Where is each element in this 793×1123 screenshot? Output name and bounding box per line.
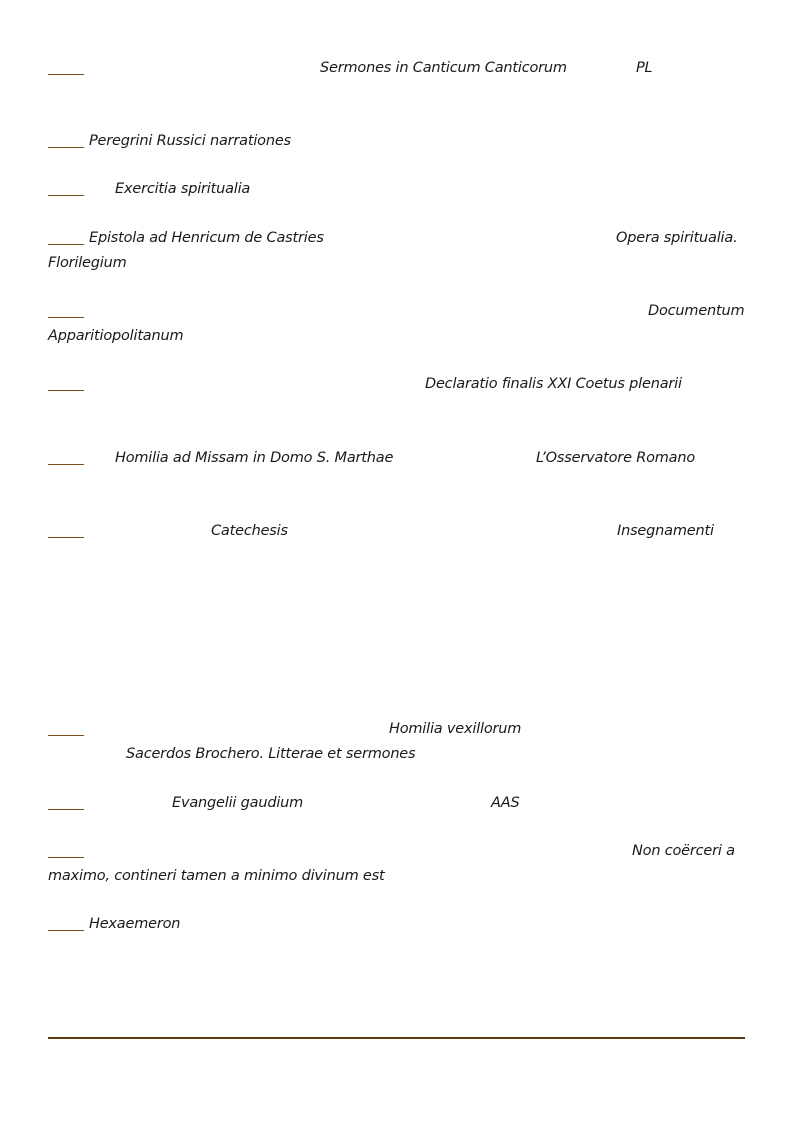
footnote-title: Sermones in Canticum Canticorum: [320, 60, 567, 76]
footnote-source: PL: [636, 60, 653, 76]
footnote-title: Catechesis: [211, 523, 288, 539]
footnote-rule: [48, 930, 84, 931]
footer-divider: [48, 1037, 745, 1039]
footnote-title: Peregrini Russici narrationes: [89, 133, 291, 149]
footnote-title: Epistola ad Henricum de Castries: [89, 230, 324, 246]
footnote-source-continued: Florilegium: [48, 255, 127, 271]
footnote-title: Homilia vexillorum: [389, 721, 522, 737]
footnote-entry: [48, 58, 745, 86]
footnote-rule: [48, 317, 84, 318]
footnote-rule: [48, 390, 84, 391]
footnote-rule: [48, 537, 84, 538]
footnote-source: L’Osservatore Romano: [536, 450, 696, 466]
footnote-title-continued: Apparitiopolitanum: [48, 328, 184, 344]
footnote-entry: [48, 793, 745, 821]
footnote-title: Evangelii gaudium: [172, 795, 304, 811]
footnote-rule: [48, 147, 84, 148]
footnote-rule: [48, 735, 84, 736]
footnote-entry: [48, 301, 745, 355]
footnote-rule: [48, 857, 84, 858]
footnote-entry: [48, 228, 745, 282]
footnote-entry: [48, 179, 745, 207]
footnote-title: Exercitia spiritualia: [115, 181, 251, 197]
footnote-entry: [48, 719, 745, 773]
footnote-source: Insegnamenti: [617, 523, 714, 539]
footnote-rule: [48, 244, 84, 245]
footnote-title: Hexaemeron: [89, 916, 181, 932]
footnote-source: Opera spiritualia.: [616, 230, 738, 246]
footnote-entry: [48, 448, 745, 476]
footnote-rule: [48, 464, 84, 465]
footnote-title: Documentum: [648, 303, 745, 319]
footnote-quote-continued: maximo, contineri tamen a minimo divinum est: [48, 868, 385, 884]
footnote-entry: [48, 131, 745, 159]
footnote-rule: [48, 809, 84, 810]
footnote-source: Sacerdos Brochero. Litterae et sermones: [126, 746, 416, 762]
footnote-entry: [48, 841, 745, 895]
footnote-rule: [48, 195, 84, 196]
footnote-title: Homilia ad Missam in Domo S. Marthae: [115, 450, 394, 466]
footnote-entry: [48, 374, 745, 402]
footnote-quote: Non coërceri a: [632, 843, 735, 859]
footnote-rule: [48, 74, 84, 75]
footnote-entry: [48, 914, 745, 942]
footnote-entry: [48, 521, 745, 549]
footnote-source: AAS: [491, 795, 520, 811]
footnote-title: Declaratio finalis XXI Coetus plenarii: [425, 376, 682, 392]
